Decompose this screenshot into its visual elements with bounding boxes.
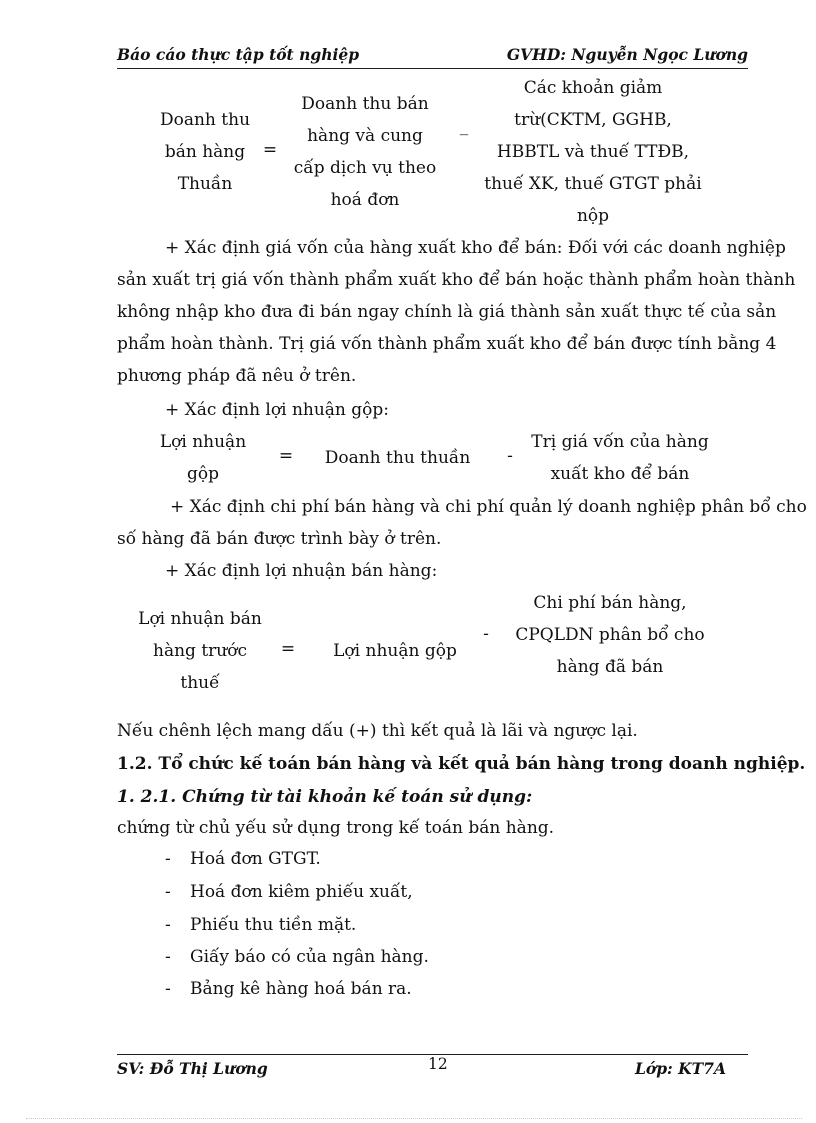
formula2-minus: -: [507, 446, 513, 466]
section-heading: 1.2. Tổ chức kế toán bán hàng và kết quả bán hàng trong doanh nghiệp.: [117, 754, 806, 774]
formula2-term2-line: xuất kho để bán: [550, 464, 690, 484]
paragraph-line: sản xuất trị giá vốn thành phẩm xuất kho để bán hoặc thành phẩm hoàn thành: [117, 270, 796, 290]
formula3-lhs-line: hàng trước: [153, 641, 247, 661]
formula1-lhs-line: Thuần: [177, 174, 233, 194]
footer-class: Lớp: KT7A: [634, 1059, 726, 1078]
formula3-minus: -: [483, 624, 489, 644]
formula1-term2-line: Các khoản giảm: [523, 78, 663, 98]
formula1-lhs: [135, 104, 275, 200]
list-item: Hoá đơn GTGT.: [190, 849, 321, 869]
formula2-lhs-line: Lợi nhuận: [159, 432, 247, 452]
bullet-marker: -: [165, 849, 171, 869]
paragraph-line: phẩm hoàn thành. Trị giá vốn thành phẩm xuất kho để bán được tính bằng 4: [117, 334, 777, 354]
list-item: Giấy báo có của ngân hàng.: [190, 947, 429, 967]
formula3-lhs: [125, 603, 275, 699]
header-report-title: Báo cáo thực tập tốt nghiệp: [117, 45, 360, 64]
page-bottom-divider: [26, 1118, 802, 1119]
formula3-term2: [505, 587, 715, 683]
list-item: Bảng kê hàng hoá bán ra.: [190, 979, 412, 999]
bullet-marker: -: [165, 882, 171, 902]
formula1-term1-line: hàng và cung: [307, 126, 423, 146]
subsection-heading: 1. 2.1. Chứng từ tài khoản kế toán sử dụng:: [117, 787, 533, 807]
formula3-term2-line: hàng đã bán: [556, 657, 664, 677]
formula3-lhs-line: thuế: [180, 673, 220, 693]
step-sales-profit: + Xác định lợi nhuận bán hàng:: [165, 561, 438, 581]
formula2-equals: =: [278, 446, 294, 466]
header-supervisor: GVHD: Nguyễn Ngọc Lương: [506, 45, 748, 64]
formula3-lhs-line: Lợi nhuận bán: [138, 609, 262, 629]
formula1-equals: =: [262, 140, 278, 160]
bullet-marker: -: [165, 947, 171, 967]
formula1-term2-line: thuế XK, thuế GTGT phải: [484, 174, 702, 194]
formula1-term1-line: cấp dịch vụ theo: [293, 158, 437, 178]
page-footer: [117, 1054, 748, 1081]
formula1-term1-line: hoá đơn: [330, 190, 400, 210]
formula2-term2: [525, 426, 715, 490]
formula1-lhs-line: Doanh thu: [159, 110, 251, 130]
paragraph-line: phương pháp đã nêu ở trên.: [117, 366, 357, 386]
paragraph-line: số hàng đã bán được trình bày ở trên.: [117, 529, 442, 549]
formula3-term2-line: CPQLDN phân bổ cho: [515, 625, 705, 645]
paragraph-line: + Xác định giá vốn của hàng xuất kho để bán: Đối với các doanh nghiệp: [165, 238, 786, 258]
footer-student: SV: Đỗ Thị Lương: [117, 1059, 268, 1078]
formula2-lhs-line: gộp: [187, 464, 219, 484]
formula3-term2-line: Chi phí bán hàng,: [533, 593, 687, 613]
intro-text: chứng từ chủ yếu sử dụng trong kế toán bán hàng.: [117, 818, 555, 838]
formula1-term2: [482, 72, 704, 232]
note-result: Nếu chênh lệch mang dấu (+) thì kết quả là lãi và ngược lại.: [117, 721, 638, 741]
bullet-marker: -: [165, 979, 171, 999]
list-item: Phiếu thu tiền mặt.: [190, 915, 357, 935]
formula2-term1: Doanh thu thuần: [324, 448, 471, 468]
formula1-minus: _: [459, 116, 469, 136]
formula2-term2-line: Trị giá vốn của hàng: [531, 432, 709, 452]
formula1-term1-line: Doanh thu bán: [301, 94, 429, 114]
formula1-term2-line: nộp: [576, 206, 610, 226]
formula3-term1: Lợi nhuận gộp: [333, 641, 457, 661]
formula3-equals: =: [280, 639, 296, 659]
list-item: Hoá đơn kiêm phiếu xuất,: [190, 882, 413, 902]
paragraph-line: không nhập kho đưa đi bán ngay chính là giá thành sản xuất thực tế của sản: [117, 302, 777, 322]
step-gross-profit: + Xác định lợi nhuận gộp:: [165, 400, 390, 420]
page-header: [117, 44, 748, 69]
formula1-term1: [285, 88, 445, 216]
bullet-marker: -: [165, 915, 171, 935]
formula1-term2-line: trừ(CKTM, GGHB,: [514, 110, 672, 130]
paragraph-line: + Xác định chi phí bán hàng và chi phí quản lý doanh nghiệp phân bổ cho: [170, 497, 807, 517]
formula1-term2-line: HBBTL và thuế TTĐB,: [496, 142, 690, 162]
page-number: 12: [428, 1055, 448, 1073]
formula1-lhs-line: bán hàng: [164, 142, 246, 162]
formula2-lhs: [138, 426, 268, 490]
